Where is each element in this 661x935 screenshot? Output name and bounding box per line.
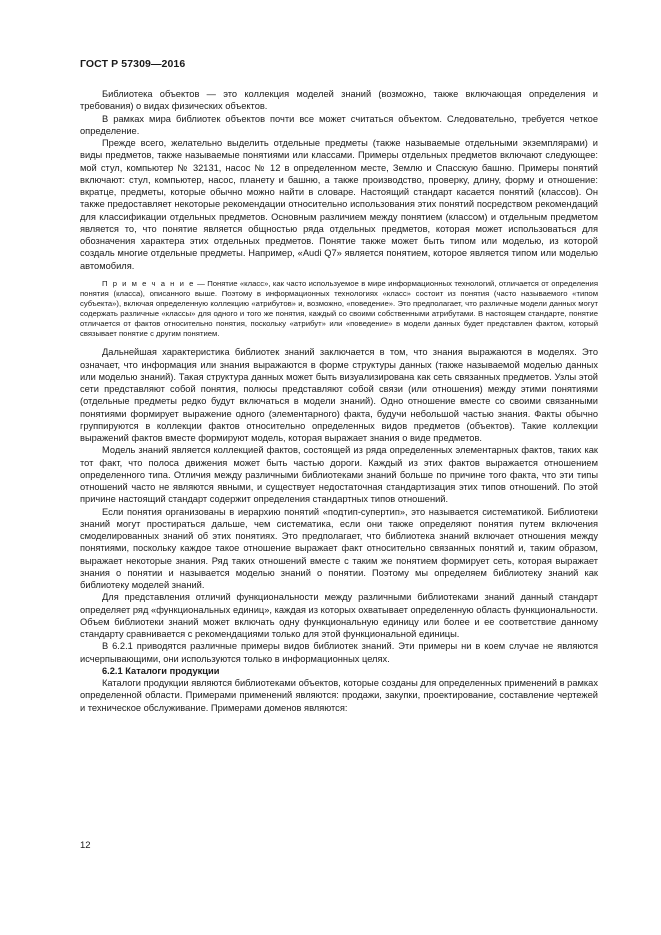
note-label: П р и м е ч а н и е bbox=[102, 278, 195, 288]
paragraph: Каталоги продукции являются библиотеками объектов, которые созданы для определенных применений в рамках определенной области. Примерами применений являются: продажи, закупки, проектирование, составление чертежей и техническое обслуживание. Примерами доменов являются: bbox=[80, 678, 598, 713]
paragraph: Библиотека объектов — это коллекция моделей знаний (возможно, также включающая определения и требования) о видах физических объектов. bbox=[80, 89, 598, 112]
paragraph: Дальнейшая характеристика библиотек знаний заключается в том, что знания выражаются в моделях. Это означает, что информация или знания выражаются в форме структуры данных (также называемой моделью данных или моделью знаний). Такая структура данных может быть визуализирована как сеть связанных предметов. Узлы этой сети представляют собой понятия, полюсы представляют собой связи (или отношения) между этими понятиями (отдельные предметы редко будут включаться в модели знаний). Одно отношение вместе со своими связанными понятиями формирует выражение одного (элементарного) факта, будучи небольшой частью знания. Факты обычно группируются в коллекции фактов относительно определенных видов предметов (объектов). Такие коллекции выражений фактов вместе формируют модель, которая выражает знания о виде предметов. bbox=[80, 347, 598, 444]
paragraph: В рамках мира библиотек объектов почти все может считаться объектом. Следовательно, требуется четкое определение. bbox=[80, 113, 598, 136]
document-body bbox=[80, 88, 598, 714]
page-number: 12 bbox=[80, 840, 91, 851]
document-header: ГОСТ Р 57309—2016 bbox=[80, 58, 186, 70]
paragraph: Если понятия организованы в иерархию понятий «подтип-супертип», это называется систематикой. Библиотеки знаний могут простираться дальше, чем систематика, если они также определяют понятия путем включения смоделированных знаний об этих понятиях. Это предполагает, что библиотека знаний включает отношения между понятиями, поскольку каждое такое отношение выражает факт относительно связанных понятий и, таким образом, выражает некоторые знания. Ряд таких отношений вместе с таким же понятием формирует сеть, которая выражает знания о понятии и называется моделью знаний о понятии. Поэтому мы определяем библиотеку знаний как библиотеку моделей знаний. bbox=[80, 506, 598, 591]
paragraph: Для представления отличий функциональности между различными библиотеками знаний данный стандарт определяет ряд «функциональных единиц», каждая из которых охватывает определенную область функциональности. Объем библиотеки знаний может включать одну функциональную единицу или более и ее соответствие данному стандарту сравнивается с рекомендациями только для этой функциональной единицы. bbox=[80, 592, 598, 640]
paragraph: Прежде всего, желательно выделить отдельные предметы (также называемые отдельными экземплярами) и виды предметов, также называемые понятиями или классами. Примеры отдельных предметов включают следующее: мой стул, компьютер № 32131, насос № 12 в определенном месте, Землю и Спасскую башню. Примеры понятий включают: стул, компьютер, насос, планету и башню, а также производство, проверку, длину, форму и отношение: вкратце, предметы, которые обычно можно найти в словаре. Настоящий стандарт касается понятий (классов). Он также предоставляет некоторые рекомендации относительно использования этих понятий посредством рекомендаций для классификации отдельных предметов. Основным различием между понятием (классом) и отдельным предметом является то, что понятие является общностью ряда отдельных предметов, которая может использоваться для обозначения характера этих отдельных предметов. Понятие также может быть типом или моделью, из которой создаль многие отдельные предметы. Например, «Audi Q7» является понятием, которое является типом или моделью автомобиля. bbox=[80, 138, 598, 271]
note-text: — Понятие «класс», как часто используемое в мире информационных технологий, отличается от определения понятия (класса), описанного выше. Поэтому в информационных технологиях «класс» состоит из понятия (часто называемого «типом субъекта»), включая определенную коллекцию «атрибутов» и, возможно, «поведение». Это предполагает, что различные модели данных могут содержать различные «классы» для одного и того же понятия, каждый со своими собственными атрибутами. В настоящем стандарте, понятие отличается от фактов относительно понятия, поскольку «атрибут» или «поведение» в модели данных будет представлен фактом, который связывает понятие с другим понятием. bbox=[80, 278, 599, 339]
section-heading: 6.2.1 Каталоги продукции bbox=[102, 665, 220, 676]
paragraph: В 6.2.1 приводятся различные примеры видов библиотек знаний. Эти примеры ни в коем случае не являются исчерпывающими, они используются только в информационных целях. bbox=[80, 641, 598, 664]
note-paragraph bbox=[80, 279, 598, 340]
paragraph: Модель знаний является коллекцией фактов, состоящей из ряда определенных элементарных фактов, таких как тот факт, что полоса движения может быть частью дороги. Каждый из этих фактов выражается отношением определенного типа. Отличия между различными библиотеками знаний больше по причине того факта, что эти типы отношений часто не являются явными, и существует недостаточная стандартизация этих типов отношений. По этой причине настоящий стандарт содержит определения стандартных типов отношений. bbox=[80, 445, 598, 505]
